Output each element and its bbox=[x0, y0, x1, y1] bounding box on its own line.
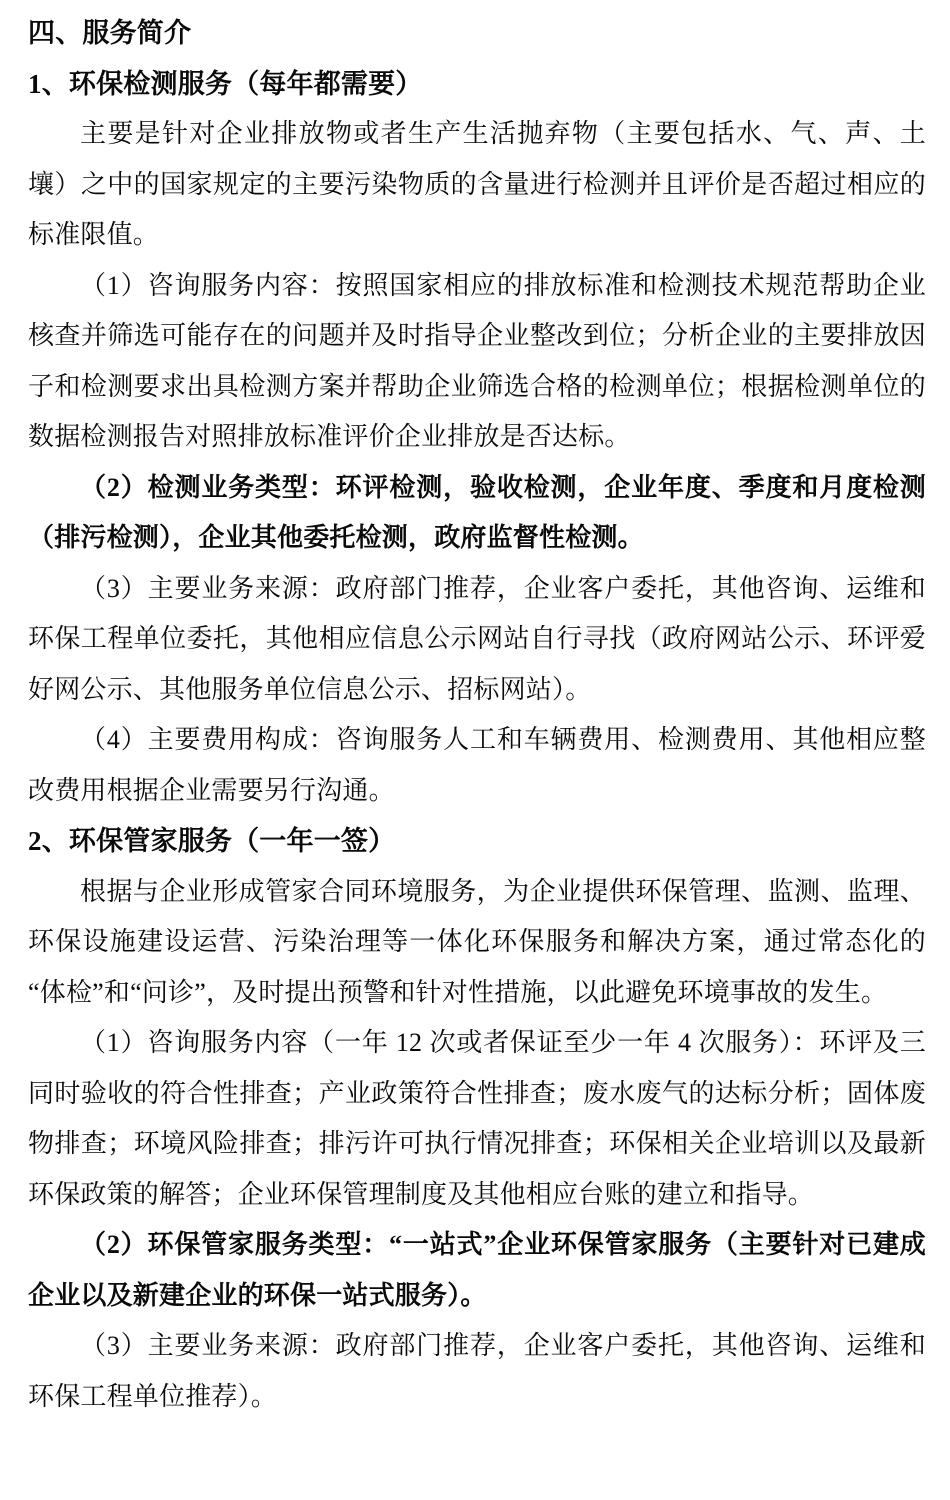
paragraph: （3）主要业务来源：政府部门推荐，企业客户委托，其他咨询、运维和环保工程单位推荐）。 bbox=[28, 1331, 926, 1411]
paragraph: （1）咨询服务内容（一年 12 次或者保证至少一年 4 次服务）：环评及三同时验收的符合性排查；产业政策符合性排查；废水废气的达标分析；固体废物排查；环境风险排查；排污许可执行情况排查；环保相关企业培训以及最新环保政策的解答；企业环保管理制度及其他相应台账的建立和指导。 bbox=[28, 1028, 926, 1209]
paragraph: 主要是针对企业排放物或者生产生活抛弃物（主要包括水、气、声、土壤）之中的国家规定的主要污染物质的含量进行检测并且评价是否超过相应的标准限值。 bbox=[28, 119, 926, 249]
paragraph: （4）主要费用构成：咨询服务人工和车辆费用、检测费用、其他相应整改费用根据企业需要另行沟通。 bbox=[28, 725, 926, 805]
section-heading: 1、环保检测服务（每年都需要） bbox=[28, 68, 423, 99]
paragraph: （1）咨询服务内容：按照国家相应的排放标准和检测技术规范帮助企业核查并筛选可能存在的问题并及时指导企业整改到位；分析企业的主要排放因子和检测要求出具检测方案并帮助企业筛选合格的检测单位；根据检测单位的数据检测报告对照排放标准评价企业排放是否达标。 bbox=[28, 270, 926, 451]
paragraph: （3）主要业务来源：政府部门推荐，企业客户委托，其他咨询、运维和环保工程单位委托，其他相应信息公示网站自行寻找（政府网站公示、环评爱好网公示、其他服务单位信息公示、招标网站）。 bbox=[28, 573, 926, 704]
paragraph: （2）检测业务类型：环评检测，验收检测，企业年度、季度和月度检测（排污检测），企业其他委托检测，政府监督性检测。 bbox=[28, 472, 926, 552]
paragraph: 根据与企业形成管家合同环境服务，为企业提供环保管理、监测、监理、环保设施建设运营、污染治理等一体化环保服务和解决方案，通过常态化的“体检”和“问诊”，及时提出预警和针对性措施，以此避免环境事故的发生。 bbox=[28, 876, 926, 1007]
section-heading: 2、环保管家服务（一年一签） bbox=[28, 826, 396, 856]
paragraph: （2）环保管家服务类型：“一站式”企业环保管家服务（主要针对已建成企业以及新建企业的环保一站式服务）。 bbox=[28, 1230, 926, 1310]
section-heading: 四、服务简介 bbox=[28, 18, 192, 48]
